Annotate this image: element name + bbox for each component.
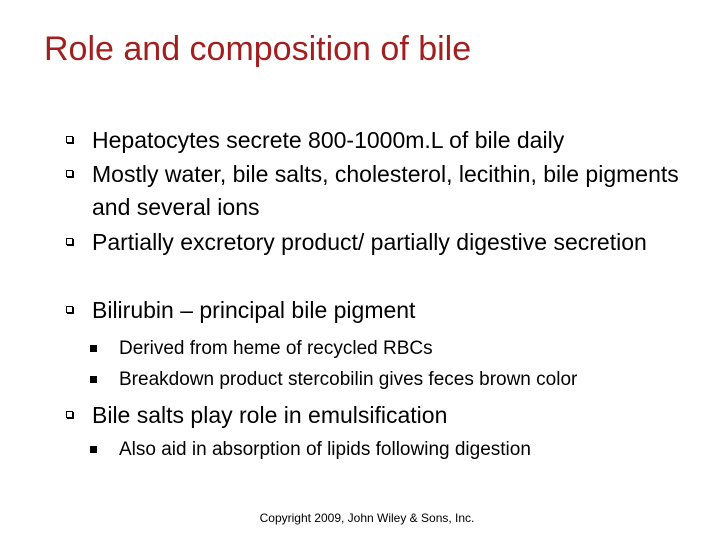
copyright-footer: [0, 510, 720, 526]
sub-bullet-item: Derived from heme of recycled RBCs: [119, 338, 433, 359]
footer-text: Copyright 2009, John Wiley & Sons, Inc.: [259, 511, 475, 525]
hollow-square-bullet-icon: [66, 306, 73, 313]
hollow-square-bullet-icon: [66, 136, 73, 143]
sub-bullet-item: Breakdown product stercobilin gives feces brown color: [119, 369, 578, 390]
bullet-item: Hepatocytes secrete 800-1000m.L of bile daily: [92, 127, 565, 153]
hollow-square-bullet-icon: [66, 411, 73, 418]
bullet-item: Bile salts play role in emulsification: [92, 402, 448, 428]
filled-square-bullet-icon: [90, 446, 97, 453]
sub-bullet-item: Also aid in absorption of lipids following digestion: [119, 439, 531, 460]
hollow-square-bullet-icon: [66, 170, 73, 177]
bullet-item: Bilirubin – principal bile pigment: [92, 297, 416, 323]
bullet-item: Mostly water, bile salts, cholesterol, lecithin, bile pigments and several ions: [92, 161, 679, 220]
filled-square-bullet-icon: [90, 376, 97, 383]
bullet-item: Partially excretory product/ partially digestive secretion: [92, 229, 647, 255]
slide-title: Role and composition of bile: [44, 30, 472, 68]
hollow-square-bullet-icon: [66, 238, 73, 245]
filled-square-bullet-icon: [90, 345, 97, 352]
